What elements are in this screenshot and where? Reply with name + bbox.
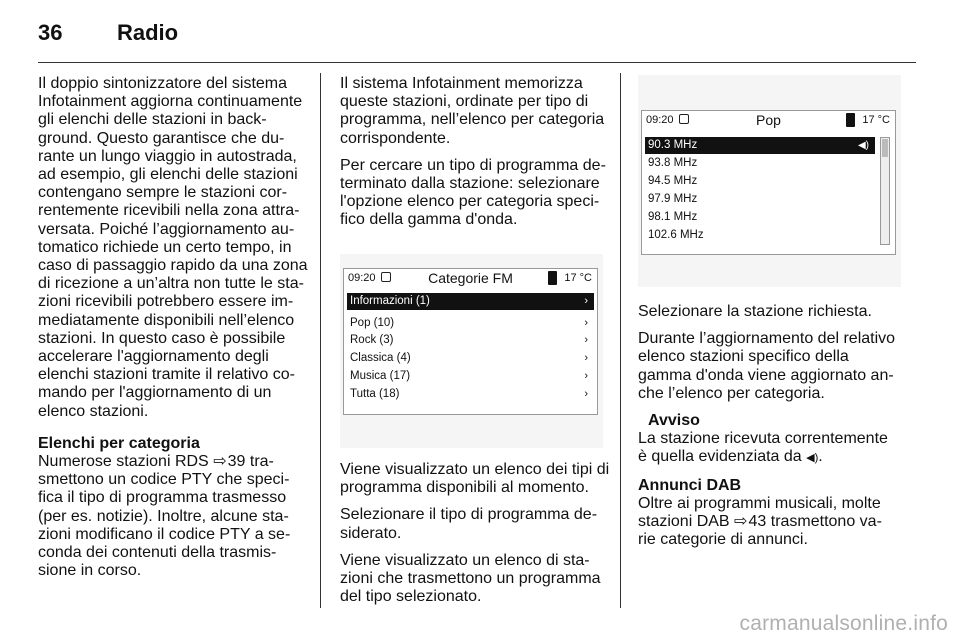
- line: La stazione ricevuta correntemente: [638, 430, 888, 448]
- temperature: 17 °C: [564, 272, 592, 284]
- line: gli elenchi delle stazioni in back-: [38, 111, 267, 129]
- line: stazioni DAB: [638, 513, 730, 531]
- line: corrispondente.: [340, 129, 451, 147]
- line: rante un lungo viaggio in autostrada,: [38, 147, 297, 165]
- line: Il sistema Infotainment memorizza: [340, 75, 583, 92]
- line: smettono un codice PTY che speci-: [38, 471, 290, 489]
- column-divider-2: [620, 73, 621, 608]
- column-divider-1: [320, 73, 321, 608]
- station-item[interactable]: [645, 137, 875, 154]
- line: rentemente ricevibili nella zona attra-: [38, 202, 300, 220]
- line: mediatamente disponibili nell’elenco: [38, 311, 295, 329]
- line: Per cercare un tipo di programma de-: [340, 156, 606, 174]
- section-heading-dab: Annunci DAB: [638, 476, 742, 494]
- chevron-right-icon: ›: [584, 370, 588, 382]
- category-label: Classica (4): [350, 352, 411, 364]
- line: ad esempio, gli elenchi delle stazioni: [38, 166, 298, 184]
- line: caso di passaggio rapido da una zona: [38, 257, 308, 275]
- line: gamma d'onda viene aggiornato an-: [638, 366, 894, 384]
- categories-screenshot: [340, 254, 603, 448]
- clock-time: 09:20: [348, 272, 376, 284]
- paragraph-pty: [38, 453, 313, 580]
- line: programma disponibili al momento.: [340, 479, 589, 497]
- page-ref-arrow-icon: ⇨: [734, 513, 748, 531]
- station-list-scrollbar[interactable]: [880, 137, 890, 245]
- column-1: [38, 75, 313, 589]
- screen-title: Pop: [756, 112, 781, 128]
- line: terminato dalla stazione: selezionare: [340, 175, 600, 193]
- screen-title: Categorie FM: [428, 270, 513, 286]
- line: Infotainment aggiorna continuamente: [38, 93, 303, 111]
- page-ref-link[interactable]: 43 trasmettono va-: [748, 513, 882, 531]
- page-ref-link[interactable]: 39 tra-: [227, 453, 274, 471]
- line: zioni che trasmettono un programma: [340, 570, 601, 588]
- line: di ricezione a un’altra non tutte le sta-: [38, 275, 304, 293]
- category-item[interactable]: [347, 293, 594, 310]
- category-item[interactable]: [347, 368, 594, 385]
- station-item[interactable]: [645, 191, 875, 208]
- paragraph-memory: [340, 75, 615, 148]
- paragraph-search: [340, 157, 615, 230]
- pop-screenshot: [638, 75, 901, 287]
- line: rie categorie di annunci.: [638, 531, 808, 549]
- watermark: carmanualsonline.info: [739, 612, 948, 635]
- line: Il doppio sintonizzatore del sistema: [38, 75, 288, 92]
- line: Oltre ai programmi musicali, molte: [638, 494, 881, 512]
- category-label: Tutta (18): [350, 388, 400, 400]
- line: Numerose stazioni RDS: [38, 453, 209, 471]
- page-title: Radio: [117, 20, 179, 45]
- category-item[interactable]: [347, 386, 594, 403]
- phone-icon: [846, 113, 855, 127]
- line: programma, nell’elenco per categoria: [340, 111, 605, 129]
- header-rule: [38, 62, 916, 63]
- line: del tipo selezionato.: [340, 588, 482, 606]
- paragraph-station-list: [340, 552, 615, 607]
- categories-display: [343, 268, 598, 415]
- line: Selezionare il tipo di programma de-: [340, 506, 598, 524]
- chevron-right-icon: ›: [584, 334, 588, 346]
- line: ground. Questo garantisce che du-: [38, 129, 285, 147]
- pop-display: [641, 110, 896, 255]
- line: Durante l’aggiornamento del relativo: [638, 330, 896, 348]
- line: fico della gamma d'onda.: [340, 211, 518, 229]
- clock-time: 09:20: [646, 114, 674, 126]
- station-item[interactable]: [645, 173, 875, 190]
- line: elenco stazioni.: [38, 402, 149, 420]
- category-item[interactable]: [347, 315, 594, 332]
- line: zioni modificano il codice PTY a se-: [38, 525, 291, 543]
- line: tomatico richiede un certo tempo, in: [38, 238, 292, 256]
- line: zioni ricevibili potrebbero essere im-: [38, 293, 294, 311]
- station-frequency: 90.3 MHz: [648, 139, 698, 151]
- line: (per es. notizie). Inoltre, alcune sta-: [38, 507, 289, 525]
- paragraph-select-station: Selezionare la stazione richiesta.: [638, 303, 872, 320]
- phone-icon: [548, 271, 557, 285]
- line: .: [818, 448, 823, 466]
- note-title: Avviso: [648, 412, 700, 430]
- scrollbar-thumb[interactable]: [882, 139, 888, 157]
- chevron-right-icon: ›: [584, 295, 588, 307]
- line: siderato.: [340, 524, 402, 542]
- station-frequency: 93.8 MHz: [648, 157, 698, 169]
- station-frequency: 102.6 MHz: [648, 229, 704, 241]
- speaker-icon: ◀): [857, 140, 869, 151]
- line: versata. Poiché l’aggiornamento au-: [38, 220, 295, 238]
- station-item[interactable]: [645, 227, 875, 244]
- category-item[interactable]: [347, 350, 594, 367]
- line: elenchi stazioni tramite il relativo co-: [38, 366, 295, 384]
- page-ref-arrow-icon: ⇨: [213, 453, 227, 471]
- paragraph-update-note: [638, 330, 913, 403]
- paragraph-select-type: [340, 506, 615, 542]
- category-label: Musica (17): [350, 370, 411, 382]
- column-2: [340, 75, 615, 239]
- line: l'opzione elenco per categoria speci-: [340, 193, 600, 211]
- line: sione in corso.: [38, 562, 142, 580]
- station-frequency: 98.1 MHz: [648, 211, 698, 223]
- line: stazioni. In questo caso è possibile: [38, 329, 286, 347]
- speaker-icon: ◀): [806, 452, 819, 465]
- section-heading-categories: Elenchi per categoria: [38, 434, 200, 452]
- category-label: Informazioni (1): [350, 295, 430, 307]
- line: accelerare l'aggiornamento degli: [38, 348, 269, 366]
- paragraph-background-update: [38, 75, 313, 421]
- line: è quella evidenziata da: [638, 448, 802, 466]
- chevron-right-icon: ›: [584, 317, 588, 329]
- line: queste stazioni, ordinate per tipo di: [340, 93, 589, 111]
- status-bar: [642, 111, 895, 131]
- line: contengano sempre le stazioni cor-: [38, 184, 288, 202]
- column-3: [638, 303, 913, 558]
- station-frequency: 94.5 MHz: [648, 175, 698, 187]
- station-frequency: 97.9 MHz: [648, 193, 698, 205]
- category-label: Pop (10): [350, 317, 395, 329]
- category-item[interactable]: [347, 332, 594, 349]
- status-bar: [344, 269, 597, 289]
- station-item[interactable]: [645, 209, 875, 226]
- category-label: Rock (3): [350, 334, 394, 346]
- paragraph-dab: [638, 495, 913, 550]
- line: Viene visualizzato un elenco dei tipi di: [340, 461, 610, 478]
- temperature: 17 °C: [862, 114, 890, 126]
- line: fica il tipo di programma trasmesso: [38, 489, 287, 507]
- chevron-right-icon: ›: [584, 388, 588, 400]
- chevron-right-icon: ›: [584, 352, 588, 364]
- page-number: 36: [38, 20, 63, 45]
- column-2-lower: [340, 461, 615, 615]
- line: conda dei contenuti della trasmis-: [38, 544, 277, 562]
- line: elenco stazioni specifico della: [638, 348, 849, 366]
- line: che l’elenco per categoria.: [638, 384, 825, 402]
- station-item[interactable]: [645, 155, 875, 172]
- paragraph-list-types: [340, 461, 615, 497]
- line: mando per l'aggiornamento di un: [38, 384, 272, 402]
- line: Viene visualizzato un elenco di sta-: [340, 551, 590, 569]
- note-text: [638, 430, 913, 467]
